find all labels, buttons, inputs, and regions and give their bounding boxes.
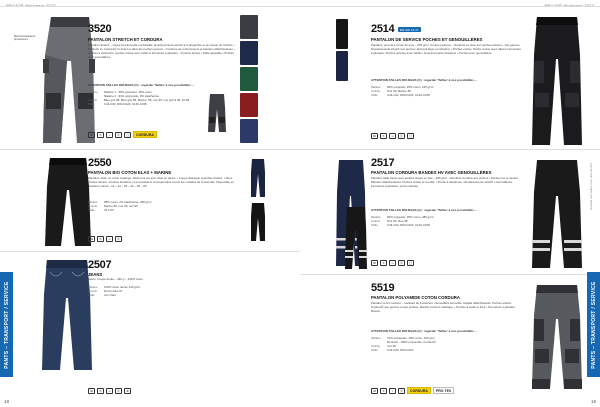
no-dry-clean-icon: Ⓧ xyxy=(399,261,403,265)
category-tab-label: PANTS – TRANSPORT / SERVICE xyxy=(3,280,10,369)
product-5519 xyxy=(300,274,600,401)
product-2507-description: Jeans. Coupe droite – 440 g – 100% coton. xyxy=(88,277,144,281)
product-2517-specs xyxy=(371,215,521,227)
protex-logo: PRO TEX xyxy=(433,387,454,394)
spec-value: 70% polyamide, 30% coton, 260 g/m² xyxy=(387,336,436,340)
product-5519-description: Pantalon à fort contenu – résistant au frottement. Genouillère amovible. Détails réfléchissants. Poches stretch. Cordura® aux genoux et aux poches. Renfort ceinture élastique. • Poches à outils et tiroir • Fermeture à glissière. Boucle. xyxy=(371,302,516,313)
product-2514-care-icons xyxy=(371,133,414,139)
spec-key: Coloris xyxy=(371,219,380,223)
pants-2514-illustration xyxy=(526,15,588,147)
product-2517-title: PANTALON CORDURA BANDES HV AVEC GENOUILLÈRES xyxy=(371,170,492,175)
no-bleach-icon: ✕ xyxy=(380,388,387,394)
iron-low-icon: • xyxy=(106,132,113,138)
product-2514-title: PANTALON DE SERVICE POCHES ET GENOUILLÈRES xyxy=(371,37,483,42)
product-2550-number: 2550 xyxy=(88,157,112,169)
spec-key: Coloris xyxy=(371,344,380,348)
product-2550 xyxy=(0,149,300,251)
spec-value: Noir 99, bleu 58 xyxy=(387,219,408,223)
product-2517-number: 2517 xyxy=(371,157,395,169)
spec-row xyxy=(88,208,238,212)
product-2514 xyxy=(300,6,600,149)
spec-row xyxy=(371,348,521,352)
product-2550-description: Pantalon d'été, en coton mélangé. Idéal pour les jeux d'été en pleine – Coupe classique à jambes droites. • Deux poches devant • Poches fessières • Les pantalons correspondent à tous les modèles de l'ensemble. Disponible en plusieurs coloris : 12 – 24 – 26 – 32 – 60 – 80 xyxy=(88,177,234,188)
spec-value: 65% polyester, 35% coton, 245 g/m² xyxy=(387,85,434,89)
product-5519-number: 5519 xyxy=(371,282,395,294)
running-head-right: PROJOB Workwear 2023 xyxy=(544,3,594,8)
spec-value: Matière 1 : 65% polyester, 35% coton xyxy=(104,90,152,94)
spec-key: Taille xyxy=(371,348,378,352)
product-2514-certification-badge: EN ISO 13 47 xyxy=(400,27,419,32)
product-2517-description: Pantalon taille haute avec jambes larges en bas – 280 g/m². • Renforts Cordura aux poches • Poches sur le devant. Bandes réfléchissantes. Poches cuisse et à outils. • Poche à téléphone • Empiècements stretch • Genouillères. Fermeture à glissière, porte-marteau. xyxy=(371,177,519,188)
spec-key: Taille xyxy=(371,223,378,227)
pants-5519-illustration xyxy=(526,283,588,391)
spec-key: Coloris xyxy=(88,289,97,293)
swatch-grey xyxy=(240,15,258,39)
product-3520 xyxy=(0,6,300,149)
no-bleach-icon: ✕ xyxy=(97,388,104,394)
spec-value: 98% coton, 2% élasthanne, 280 g/m² xyxy=(104,200,152,204)
product-2517-attention: ATTENTION TAILLES DOUBLES (C) : regarder 'Tailles' à nos possibilités ... xyxy=(371,208,478,212)
spec-row xyxy=(88,102,238,106)
iron-low-icon: • xyxy=(389,388,396,394)
spec-key: Coloris xyxy=(88,204,97,208)
spec-key: Taille xyxy=(88,208,95,212)
spec-value: Bleu gris 98, Bleu gris 68, Marine, 58, noir 99, noir gris 9 99, 10 99 xyxy=(104,98,190,102)
spec-key: Taille xyxy=(88,102,95,106)
product-3520-description: Pantalon Stretch – coupe fonctionnelle confortable. Empiècements stretch à l'entrejambe et au niveau de l'arrière. • Renforts en Cordura® à l'avant et dans les poches genoux. • Ceinture de renforcement et bandes réfléchissantes. • Poches à cartouche, poches cuisse avec rabat et fermeture à glissière. • Poches arrière • Taille ajustable • Poches pour genouillères. xyxy=(88,44,236,59)
no-dry-clean-icon: Ⓧ xyxy=(116,389,120,393)
product-5519-attention: ATTENTION TAILLES DOUBLES (C) : regarder 'Tailles' à nos possibilités ... xyxy=(371,329,478,333)
spec-row xyxy=(88,293,238,297)
spec-value: Matière 2 : 91% polyamide, 9% élasthanne xyxy=(104,94,159,98)
product-2517-photo-black xyxy=(344,206,368,270)
spec-row xyxy=(371,93,521,97)
cordura-logo: CORDURA xyxy=(133,131,157,138)
category-tab-right xyxy=(587,272,600,377)
product-2550-title: PANTALON BIO COTON ELAS + MARINE xyxy=(88,170,172,175)
product-2550-variant-photo xyxy=(250,158,266,198)
product-3520-color-swatches xyxy=(240,15,258,143)
wash-60-icon: 60 xyxy=(372,134,377,138)
page-number-right: 19 xyxy=(590,399,596,404)
spec-key: Matière xyxy=(88,285,98,289)
product-2507 xyxy=(0,251,300,401)
running-head-left: PROJOB Workwear 2023 xyxy=(6,3,56,8)
pants-2517-side-illustration xyxy=(526,158,588,270)
product-2514-photo xyxy=(526,15,588,147)
no-bleach-icon: ✕ xyxy=(380,133,387,139)
spec-key: Coloris xyxy=(371,89,380,93)
iron-med-icon: •• xyxy=(389,133,396,139)
spec-value: C44-C62, D84-D120, C146-C158 xyxy=(104,102,147,106)
product-2550-care-icons xyxy=(88,236,122,242)
pants-2550-black-thumb xyxy=(250,202,266,242)
pants-2517-black-illustration xyxy=(344,206,368,270)
product-2517-side-photo xyxy=(526,158,588,270)
wash-40-icon: 40 xyxy=(89,132,94,137)
tumble-low-icon: ◯ xyxy=(125,132,130,137)
wash-40-icon: 40 xyxy=(372,388,377,393)
product-2514-specs xyxy=(371,85,521,97)
spec-value: C44-C62, D84-D120 xyxy=(387,348,414,352)
spec-key: Taille xyxy=(88,293,95,297)
product-2514-number: 2514 xyxy=(371,23,395,35)
no-bleach-icon: ✕ xyxy=(97,132,104,138)
product-3520-specs xyxy=(88,90,238,106)
no-bleach-icon: ✕ xyxy=(380,260,387,266)
product-2507-number: 2507 xyxy=(88,259,112,271)
product-2514-description: Pantalon, pour des zones de tous – 245 g/m². Coupe moderne – Renforts en tissu aux jambes d'avant – bas genoux. Empiècements stretch aux genoux, élément léger et résistant. • Poches cuisse. Poche cuisse avec rabat et fermeture à glissière. Poches arrières avec rabats • Empiècements d'aisance • Poches pour genouillères. xyxy=(371,44,521,55)
tumble-low-icon: ◯ xyxy=(408,261,413,265)
product-3520-attention: ATTENTION TAILLES DOUBLES (C) : regarder 'Tailles' à nos possibilités ... xyxy=(88,83,195,87)
iron-med-icon: •• xyxy=(389,260,396,266)
product-2507-care-icons xyxy=(88,388,131,394)
iron-med-icon: •• xyxy=(106,236,113,242)
product-2550-variant-photo-2 xyxy=(250,202,266,242)
product-2517-care-icons xyxy=(371,260,414,266)
spec-key: Matière xyxy=(88,200,98,204)
category-tab-left xyxy=(0,272,13,377)
spec-value: 100% coton denim 440 g/m² xyxy=(104,285,141,289)
gutter-note-right: Kontakt aux tailles pour plus de dét. xyxy=(589,162,593,210)
product-5519-photo xyxy=(526,283,588,391)
product-5519-specs xyxy=(371,336,521,352)
category-tab-label: PANTS – TRANSPORT / SERVICE xyxy=(590,280,597,369)
product-2514-attention: ATTENTION TAILLES DOUBLES (C) : regarder 'Tailles' à nos possibilités ... xyxy=(371,78,478,82)
no-dry-clean-icon: Ⓧ xyxy=(399,134,403,138)
swatch-navy xyxy=(240,41,258,65)
spec-value: voir chart xyxy=(104,293,116,297)
wash-40-icon: 40 xyxy=(89,237,94,241)
tumble-no-icon: ⊗ xyxy=(124,388,131,394)
product-3520-care-icons xyxy=(88,131,157,138)
spec-key: Coloris xyxy=(88,98,97,102)
product-2517 xyxy=(300,149,600,274)
right-page xyxy=(300,0,600,407)
swatch-green xyxy=(240,67,258,91)
spec-key: Matière xyxy=(88,90,98,94)
tumble-low-icon: ◯ xyxy=(408,134,413,138)
product-3520-number: 3520 xyxy=(88,23,112,35)
product-2507-specs xyxy=(88,285,238,297)
no-bleach-icon: ✕ xyxy=(97,236,104,242)
pants-2550-marine-thumb xyxy=(250,158,266,198)
spec-value: noir 99 xyxy=(387,344,396,348)
spec-value: 65% polyester, 35% coton, 280 g/m² xyxy=(387,215,434,219)
spec-key: Matière xyxy=(371,85,381,89)
wash-60-icon: 60 xyxy=(372,261,377,265)
no-dry-clean-icon: Ⓧ xyxy=(116,237,120,241)
spec-value: Denim bleu 57 xyxy=(104,289,123,293)
no-dry-clean-icon: Ⓧ xyxy=(399,388,403,393)
product-2514-color-swatches xyxy=(336,19,348,81)
spec-value: Noir 99, Marine 58 xyxy=(387,89,411,93)
spec-key: Taille xyxy=(371,93,378,97)
spec-row xyxy=(371,223,521,227)
iron-med-icon: •• xyxy=(106,388,113,394)
no-dry-clean-icon: Ⓧ xyxy=(116,132,120,137)
product-2550-specs xyxy=(88,200,238,212)
spec-key: Matière xyxy=(371,336,381,340)
spec-value: Renforts : 100% polyamide, Cordura® xyxy=(387,340,436,344)
product-3520-title: PANTALON STRETCH ET CORDURA xyxy=(88,37,163,42)
spec-value: 34 à 50 xyxy=(104,208,114,212)
product-3520-side-label: Renforts/tasques protecteurs xyxy=(14,34,36,42)
spec-value: C44-C62, D84-D120, C146-C158 xyxy=(387,223,430,227)
cordura-logo: CORDURA xyxy=(407,387,431,394)
product-2507-title: JEANS xyxy=(88,272,103,277)
swatch-red xyxy=(240,93,258,117)
spec-value: C44-C62, D84-D120, C146-C158 xyxy=(387,93,430,97)
swatch-blue xyxy=(240,119,258,143)
spec-value: Marine 58, noir 99, noir 99 xyxy=(104,204,138,208)
spec-key: Matière xyxy=(371,215,381,219)
product-5519-title: PANTALON POLYAMIDE COTON CORDURA xyxy=(371,295,460,300)
wash-40-icon: 40 xyxy=(89,389,94,393)
swatch-black xyxy=(336,19,348,49)
page-number-left: 18 xyxy=(4,399,10,404)
swatch-navy xyxy=(336,51,348,81)
product-5519-care-icons xyxy=(371,387,454,394)
